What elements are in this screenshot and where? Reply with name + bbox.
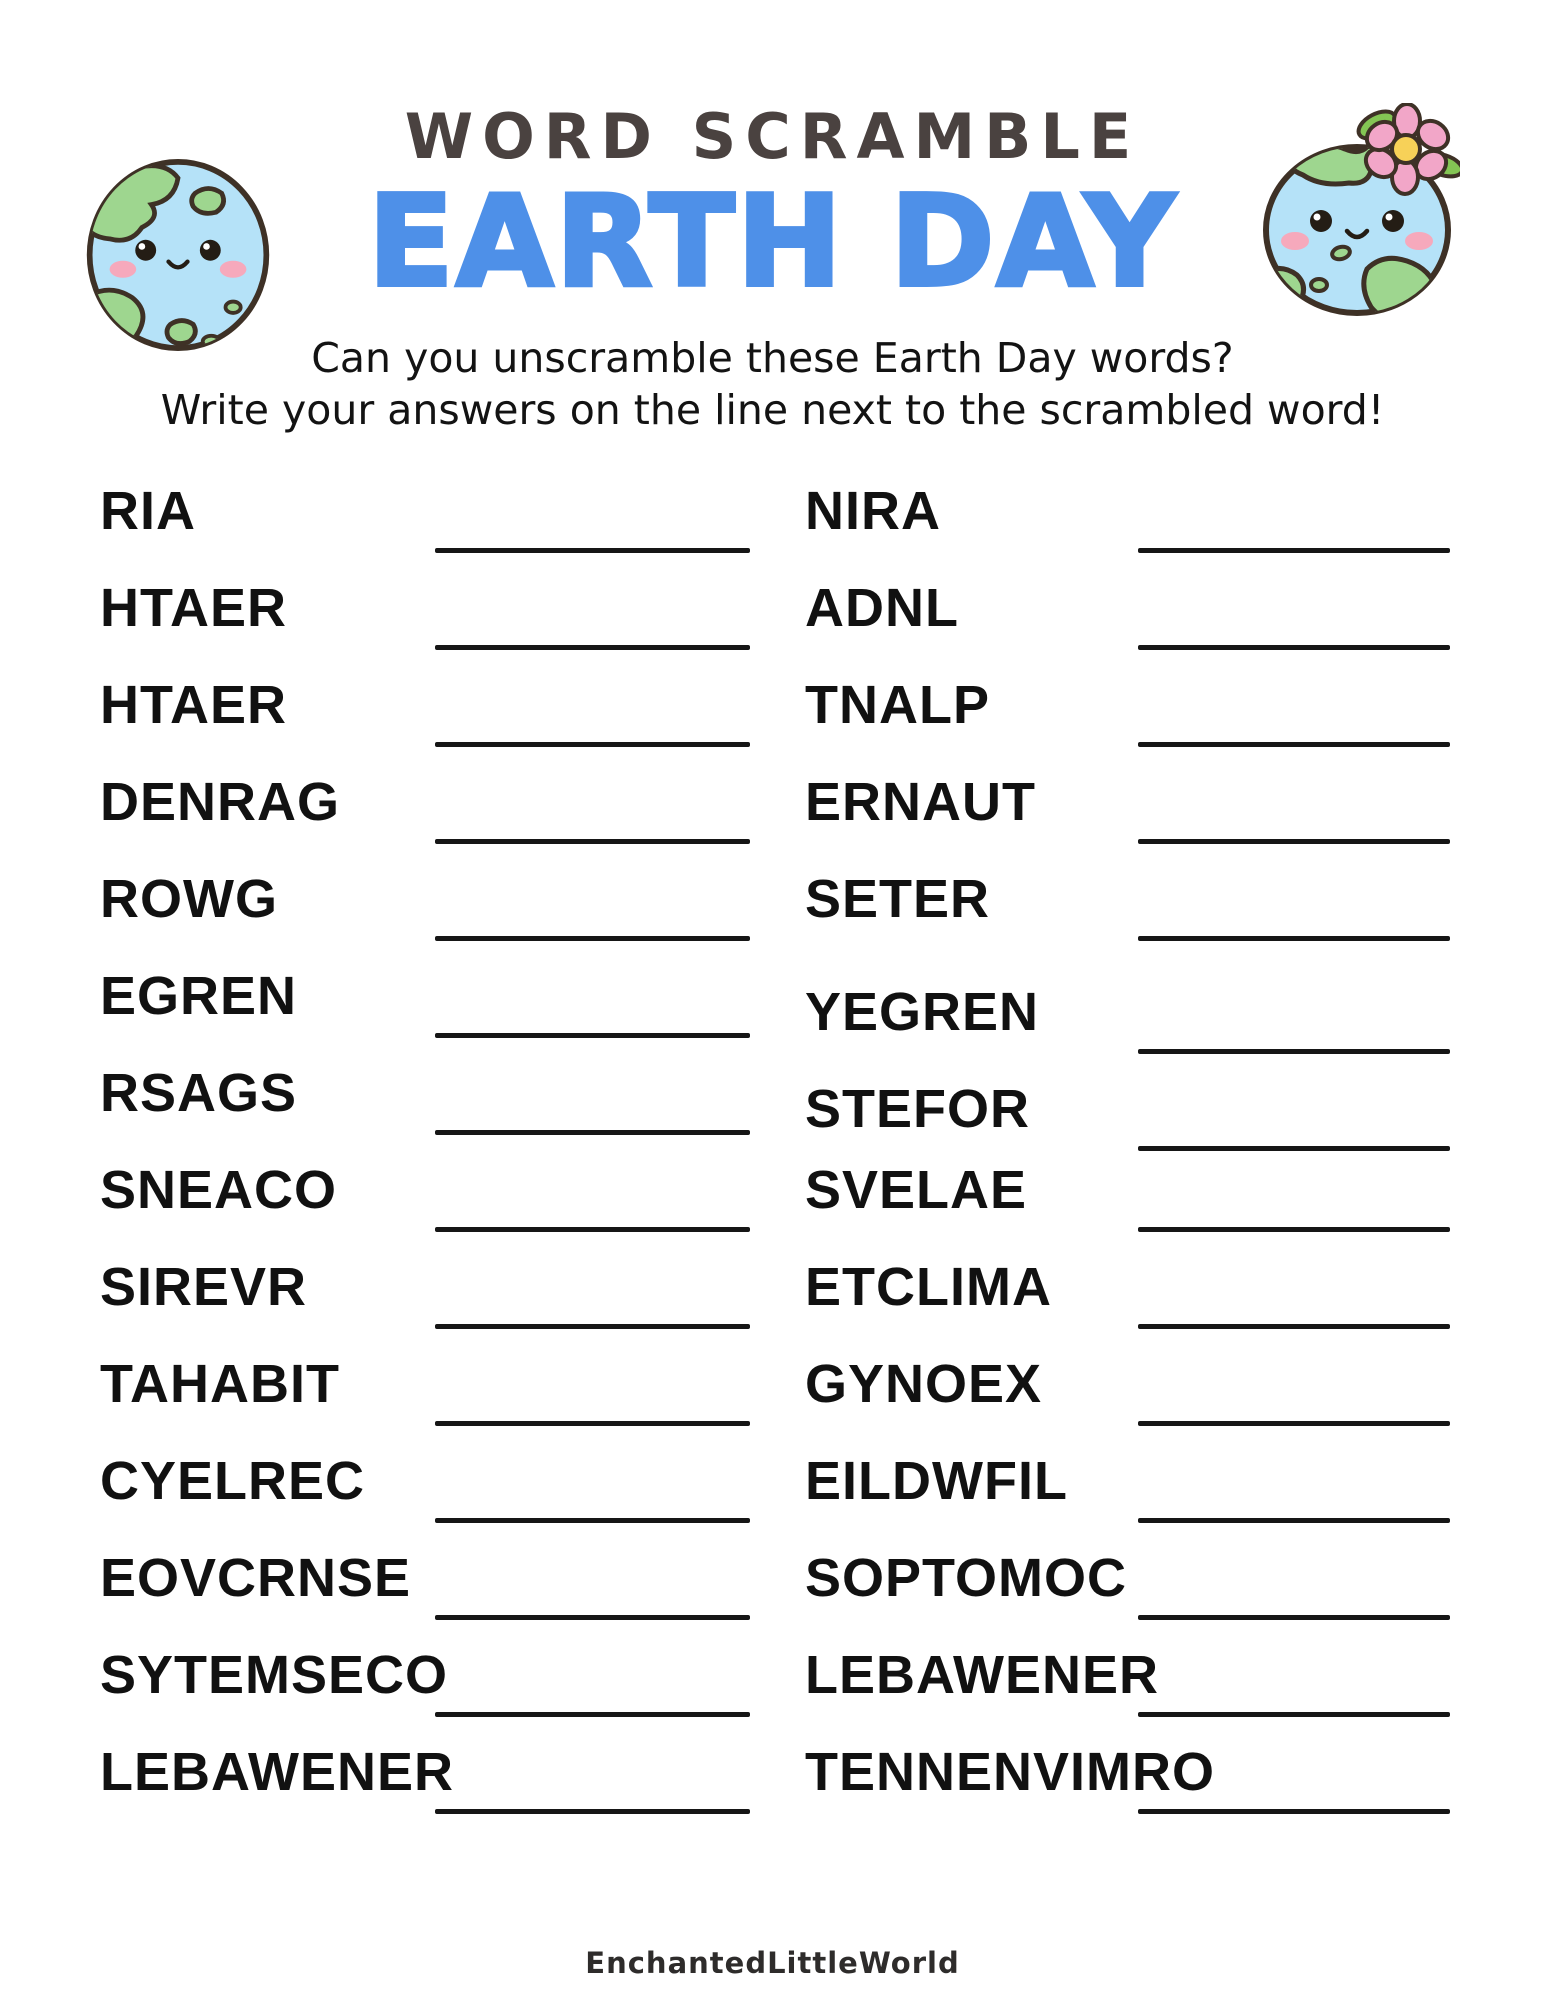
answer-line[interactable] bbox=[1138, 936, 1450, 941]
scrambled-word: EGREN bbox=[100, 966, 298, 1026]
scrambled-word: TAHABIT bbox=[100, 1354, 340, 1414]
scrambled-word: SYTEMSECO bbox=[100, 1645, 449, 1705]
answer-line[interactable] bbox=[435, 548, 750, 553]
answer-line[interactable] bbox=[435, 936, 750, 941]
answer-line[interactable] bbox=[1138, 1421, 1450, 1426]
answer-line[interactable] bbox=[435, 1033, 750, 1038]
answer-line[interactable] bbox=[435, 1518, 750, 1523]
answer-line[interactable] bbox=[435, 1130, 750, 1135]
instructions bbox=[0, 332, 1545, 436]
scrambled-word: STEFOR bbox=[805, 1079, 1031, 1139]
answer-line[interactable] bbox=[1138, 1227, 1450, 1232]
scrambled-word: RIA bbox=[100, 481, 196, 541]
scrambled-word: TENNENVIMRO bbox=[805, 1742, 1216, 1802]
scrambled-word: LEBAWENER bbox=[100, 1742, 455, 1802]
answer-line[interactable] bbox=[1138, 742, 1450, 747]
instructions-line-2: Write your answers on the line next to the scrambled word! bbox=[160, 386, 1385, 434]
scrambled-word: SOPTOMOC bbox=[805, 1548, 1128, 1608]
scrambled-word: EOVCRNSE bbox=[100, 1548, 412, 1608]
page-title: EARTH DAY bbox=[367, 168, 1178, 315]
scrambled-word: CYELREC bbox=[100, 1451, 366, 1511]
answer-line[interactable] bbox=[1138, 1049, 1450, 1054]
answer-line[interactable] bbox=[1138, 1615, 1450, 1620]
answer-line[interactable] bbox=[435, 645, 750, 650]
answer-line[interactable] bbox=[435, 1421, 750, 1426]
footer-credit: EnchantedLittleWorld bbox=[585, 1946, 960, 1980]
answer-line[interactable] bbox=[1138, 1324, 1450, 1329]
scrambled-word: SVELAE bbox=[805, 1160, 1028, 1220]
scrambled-word: SETER bbox=[805, 869, 991, 929]
answer-line[interactable] bbox=[435, 1324, 750, 1329]
scrambled-word: LEBAWENER bbox=[805, 1645, 1160, 1705]
answer-line[interactable] bbox=[435, 1615, 750, 1620]
scrambled-word: DENRAG bbox=[100, 772, 341, 832]
scrambled-word: ETCLIMA bbox=[805, 1257, 1052, 1317]
scrambled-word: ROWG bbox=[100, 869, 278, 929]
answer-line[interactable] bbox=[1138, 1146, 1450, 1151]
scrambled-word: TNALP bbox=[805, 675, 990, 735]
scrambled-word: RSAGS bbox=[100, 1063, 298, 1123]
answer-line[interactable] bbox=[435, 1712, 750, 1717]
scrambled-word: YEGREN bbox=[805, 982, 1040, 1042]
answer-line[interactable] bbox=[1138, 1809, 1450, 1814]
scrambled-word: ADNL bbox=[805, 578, 959, 638]
scrambled-word: GYNOEX bbox=[805, 1354, 1043, 1414]
instructions-line-1: Can you unscramble these Earth Day words? bbox=[311, 334, 1234, 382]
scrambled-word: SNEACO bbox=[100, 1160, 338, 1220]
answer-line[interactable] bbox=[1138, 645, 1450, 650]
scrambled-word: EILDWFIL bbox=[805, 1451, 1068, 1511]
answer-line[interactable] bbox=[435, 1809, 750, 1814]
answer-line[interactable] bbox=[1138, 1712, 1450, 1717]
page-kicker: WORD SCRAMBLE bbox=[404, 100, 1141, 173]
answer-line[interactable] bbox=[1138, 1518, 1450, 1523]
scrambled-word: HTAER bbox=[100, 675, 287, 735]
scrambled-word: NIRA bbox=[805, 481, 941, 541]
answer-line[interactable] bbox=[435, 742, 750, 747]
answer-line[interactable] bbox=[435, 1227, 750, 1232]
scrambled-word: HTAER bbox=[100, 578, 287, 638]
answer-line[interactable] bbox=[435, 839, 750, 844]
answer-line[interactable] bbox=[1138, 548, 1450, 553]
scrambled-word: ERNAUT bbox=[805, 772, 1036, 832]
scrambled-word: SIREVR bbox=[100, 1257, 308, 1317]
answer-line[interactable] bbox=[1138, 839, 1450, 844]
